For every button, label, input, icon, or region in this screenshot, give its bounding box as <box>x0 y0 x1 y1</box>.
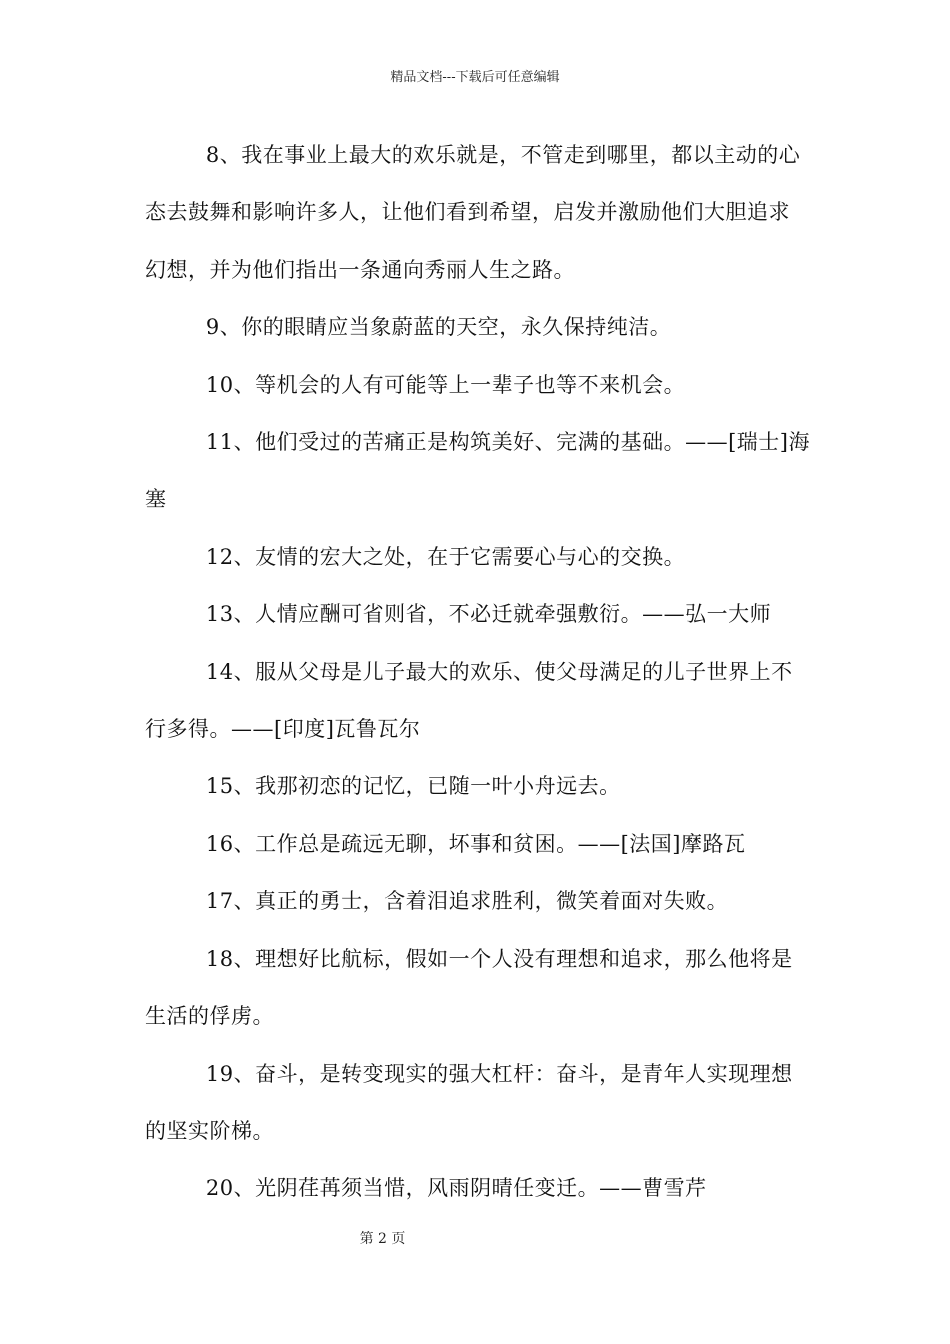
quote-paragraph-10: 10、等机会的人有可能等上一辈子也等不来机会。 <box>205 372 686 397</box>
quote-paragraph-16: 16、工作总是疏远无聊，坏事和贫困。——[法国]摩路瓦 <box>205 831 746 856</box>
page-number: 第 2 页 <box>359 1231 406 1247</box>
quote-paragraph-14: 14、服从父母是儿子最大的欢乐、使父母满足的儿子世界上不行多得。——[印度]瓦鲁瓦尔 <box>145 659 793 742</box>
quote-paragraph-19: 19、奋斗，是转变现实的强大杠杆：奋斗，是青年人实现理想的坚实阶梯。 <box>145 1061 793 1143</box>
page-header: 精品文档---下载后可任意编辑 <box>390 70 560 85</box>
quote-paragraph-17: 17、真正的勇士，含着泪追求胜利，微笑着面对失败。 <box>205 889 729 914</box>
quote-paragraph-18: 18、理想好比航标，假如一个人没有理想和追求，那么他将是生活的俘虏。 <box>145 946 793 1029</box>
quote-paragraph-9: 9、你的眼睛应当象蔚蓝的天空，永久保持纯洁。 <box>205 315 672 340</box>
quote-paragraph-11: 11、他们受过的苦痛正是构筑美好、完满的基础。——[瑞士]海塞 <box>145 430 810 512</box>
quote-paragraph-15: 15、我那初恋的记忆，已随一叶小舟远去。 <box>205 774 621 799</box>
quote-paragraph-12: 12、友情的宏大之处，在于它需要心与心的交换。 <box>205 544 686 569</box>
quote-paragraph-20: 20、光阴荏苒须当惜，风雨阴晴任变迁。——曹雪芹 <box>205 1176 707 1201</box>
quote-paragraph-13: 13、人情应酬可省则省，不必迁就牵强敷衍。——弘一大师 <box>205 602 772 627</box>
document-body <box>145 127 810 1218</box>
quote-paragraph-8: 8、我在事业上最大的欢乐就是，不管走到哪里，都以主动的心态去鼓舞和影响许多人，让他们看到希望，启发并激励他们大胆追求幻想，并为他们指出一条通向秀丽人生之路。 <box>145 143 801 282</box>
